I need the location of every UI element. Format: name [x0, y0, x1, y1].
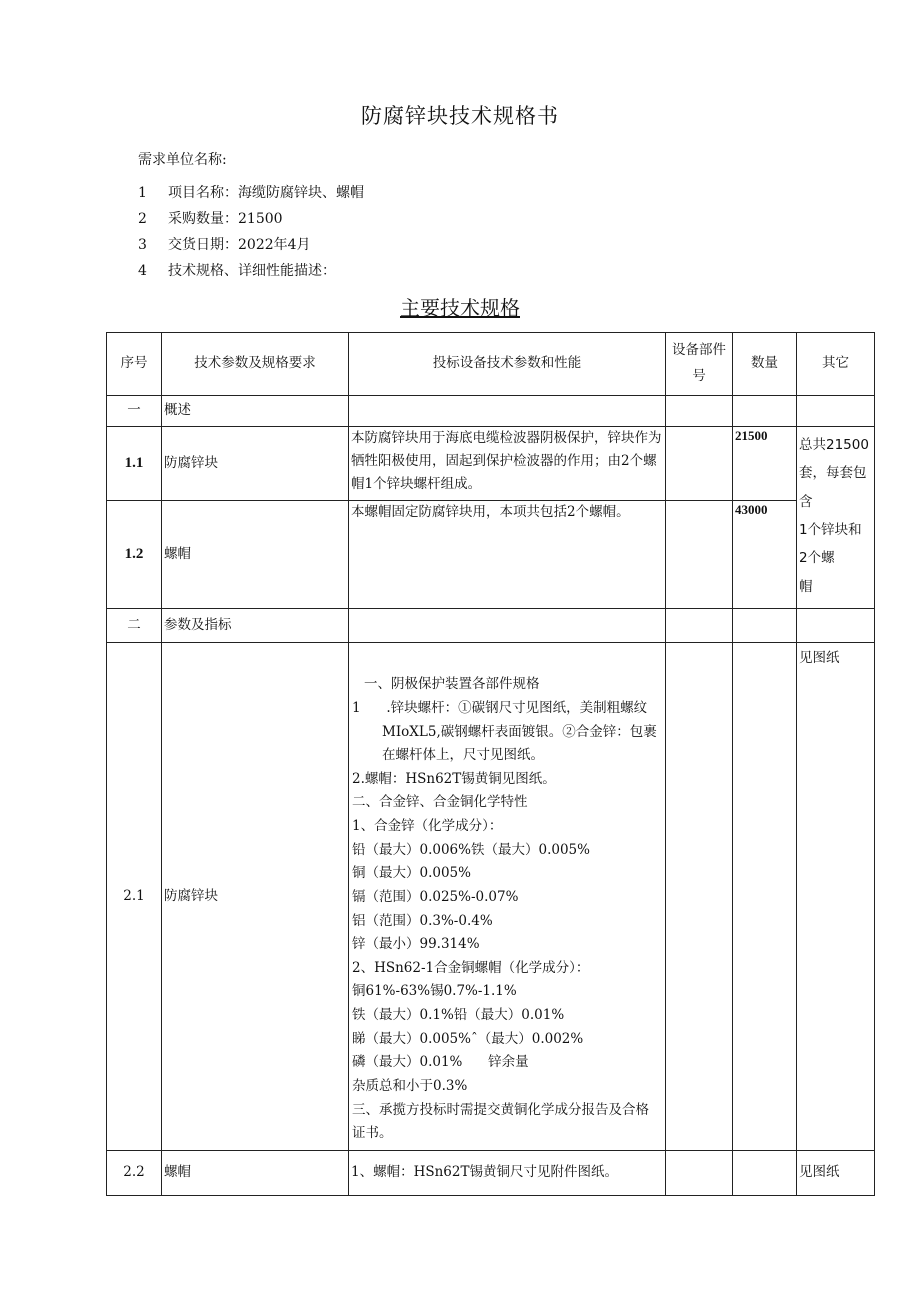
header-cell: 设备部件号 — [666, 333, 733, 396]
spec-line: 铅（最大）0.006%铁（最大）0.005% — [352, 841, 590, 858]
note-line: 2个螺 — [799, 550, 835, 567]
row-name: 螺帽 — [162, 501, 349, 609]
note-line: 1个锌块和 — [799, 522, 862, 539]
table-row — [107, 427, 875, 501]
row-number: 1.1 — [107, 427, 162, 501]
row-quantity: 21500 — [733, 427, 797, 501]
demand-unit-label: 需求单位名称: — [138, 152, 227, 168]
section-number: 二 — [107, 609, 162, 643]
spec-line: 2、HSn62-1合金铜螺帽（化学成分）： — [352, 959, 590, 976]
row-number: 2.1 — [107, 643, 162, 1151]
spec-line: 铝（范围）0.3%-0.4% — [352, 912, 493, 929]
table-row — [107, 609, 875, 643]
row-quantity: 43000 — [733, 501, 797, 609]
info-item-text: 项目名称：海缆防腐锌块、螺帽 — [168, 185, 364, 201]
spec-line: 磷（最大）0.01% 锌余量 — [352, 1054, 529, 1071]
section-label: 概述 — [162, 396, 349, 427]
row-name: 螺帽 — [162, 1151, 349, 1196]
spec-line: 2.螺帽：HSn62T锡黄铜见图纸。 — [352, 770, 556, 787]
table-row — [107, 643, 875, 1151]
spec-line: 锌（最小）99.314% — [352, 936, 480, 953]
spec-line: 铜61%-63%锡0.7%-1.1% — [352, 983, 517, 1000]
info-item-number: 2 — [138, 211, 147, 227]
info-item-delivery-date — [138, 234, 311, 254]
spec-line: 一、阴极保护装置各部件规格 — [364, 676, 540, 693]
header-cell: 技术参数及规格要求 — [162, 333, 349, 396]
note-line: 套，每套包 — [799, 465, 867, 482]
header-cell: 序号 — [107, 333, 162, 396]
info-item-number: 3 — [138, 237, 147, 253]
row-other-note: 见图纸 — [797, 1151, 875, 1196]
spec-line: 1 .锌块螺杆：①碳钢尺寸见图纸，美制粗螺纹MIoXL5,碳钢螺杆表面镀银。②合金锌：包裹在螺杆体上，尺寸见图纸。 — [352, 699, 657, 764]
row-other-note — [797, 427, 875, 609]
header-cell: 数量 — [733, 333, 797, 396]
spec-table — [106, 332, 875, 1196]
table-row — [107, 501, 875, 609]
row-other-note: 见图纸 — [797, 643, 875, 1151]
spec-line: 1、合金锌（化学成分）： — [352, 818, 503, 834]
note-line: 总共21500 — [799, 437, 869, 453]
info-item-text: 采购数量：21500 — [168, 211, 283, 227]
spec-line: 杂质总和小于0.3% — [352, 1077, 468, 1094]
table-header-row — [107, 333, 875, 396]
info-item-number: 1 — [138, 185, 147, 201]
info-item-number: 4 — [138, 263, 147, 279]
row-description: 1、螺帽：HSn62T锡黄铜尺寸见附件图纸。 — [349, 1151, 666, 1196]
info-item-project — [138, 182, 364, 202]
section-subtitle: 主要技术规格 — [400, 296, 520, 320]
info-item-spec-description — [138, 260, 336, 280]
note-line: 含 — [799, 493, 813, 510]
row-description: 本防腐锌块用于海底电缆检波器阴极保护，锌块作为牺牲阳极使用，固起到保护检波器的作用；由2个螺帽1个锌块螺杆组成。 — [349, 427, 666, 501]
document-title: 防腐锌块技术规格书 — [361, 104, 559, 128]
info-item-text: 技术规格、详细性能描述： — [168, 263, 336, 279]
row-number: 1.2 — [107, 501, 162, 609]
row-name: 防腐锌块 — [162, 427, 349, 501]
info-item-quantity — [138, 208, 283, 228]
table-row — [107, 396, 875, 427]
table-row — [107, 1151, 875, 1196]
section-label: 参数及指标 — [162, 609, 349, 643]
spec-line: 铜（最大）0.005% — [352, 865, 471, 882]
row-name: 防腐锌块 — [162, 643, 349, 1151]
info-item-text: 交货日期：2022年4月 — [168, 237, 311, 253]
row-number: 2.2 — [107, 1151, 162, 1196]
spec-line: 二、合金锌、合金铜化学特性 — [352, 794, 528, 811]
spec-line: 睇（最大）0.005%ˆ（最大）0.002% — [352, 1030, 584, 1047]
spec-line: 铁（最大）0.1%铅（最大）0.01% — [352, 1007, 565, 1023]
note-line: 帽 — [799, 578, 813, 595]
header-cell: 投标设备技术参数和性能 — [349, 333, 666, 396]
header-cell: 其它 — [797, 333, 875, 396]
row-specification — [349, 643, 666, 1151]
section-number: 一 — [107, 396, 162, 427]
spec-line: 三、承揽方投标时需提交黄铜化学成分报告及合格证书。 — [352, 1101, 649, 1142]
spec-line: 镉（范围）0.025%-0.07% — [352, 888, 519, 905]
row-description: 本螺帽固定防腐锌块用，本项共包括2个螺帽。 — [349, 501, 666, 609]
